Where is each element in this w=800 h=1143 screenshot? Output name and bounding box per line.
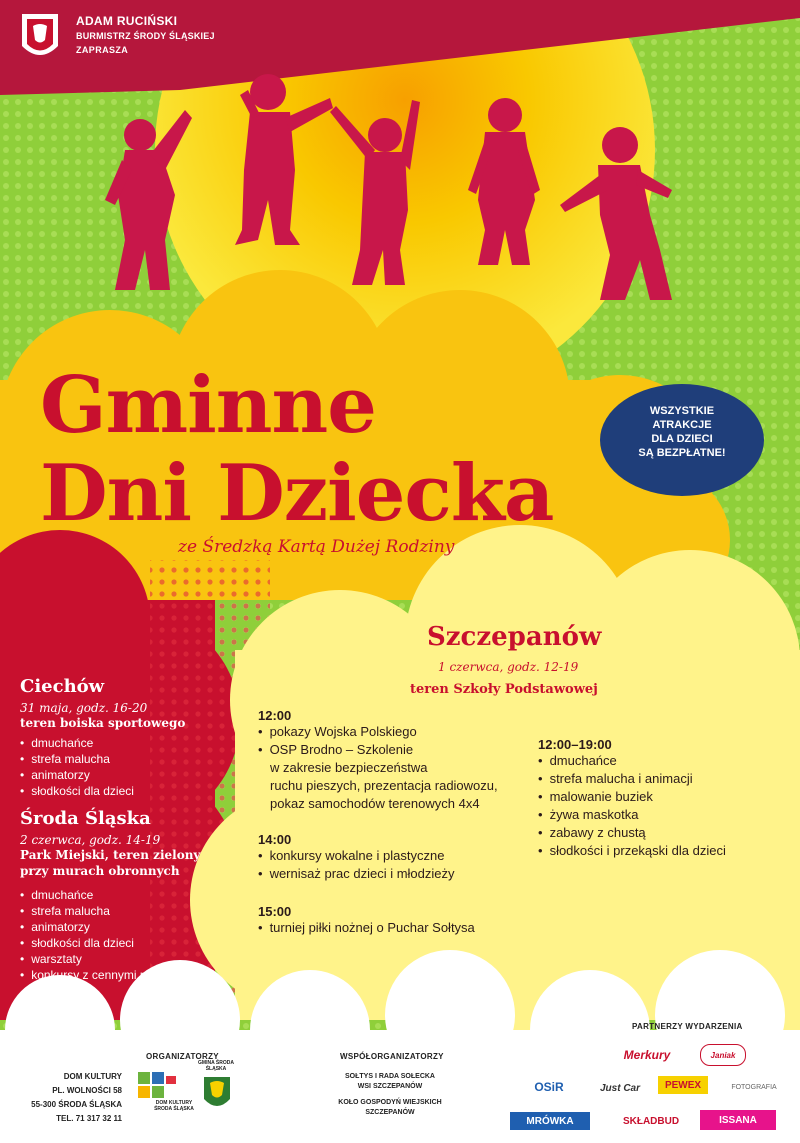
list-item-cont: w zakresie bezpieczeństwa xyxy=(270,760,428,775)
block-list xyxy=(258,847,528,883)
block-list xyxy=(258,723,528,813)
badge-line: ATRAKCJE xyxy=(652,419,712,431)
coorg-line: SZCZEPANÓW xyxy=(365,1109,415,1116)
schedule-block-1 xyxy=(258,708,528,813)
list-item: • słodkości dla dzieci xyxy=(20,935,230,951)
sroda-section xyxy=(20,808,230,983)
badge-line: WSZYSTKIE xyxy=(649,405,715,417)
title-line-1: Gminne xyxy=(40,360,376,451)
partners-label: PARTNERZY WYDARZENIA xyxy=(632,1022,743,1031)
list-item: • wernisaż prac dzieci i młodzieży xyxy=(258,865,528,883)
block-time: 12:00 xyxy=(258,708,292,723)
coorg-line: WSI SZCZEPANÓW xyxy=(357,1083,423,1090)
list-item: • pokazy Wojska Polskiego xyxy=(258,723,528,741)
schedule-block-2 xyxy=(258,832,528,883)
ciechow-town: Ciechów xyxy=(20,676,105,697)
address-line: DOM KULTURY xyxy=(63,1072,122,1081)
list-item-cont: pokaz samochodów terenowych 4x4 xyxy=(270,796,480,811)
szczepanow-town: Szczepanów xyxy=(427,622,602,652)
list-item: • animatorzy xyxy=(20,919,230,935)
partner-logo-osir: OSiR xyxy=(534,1080,564,1094)
title-line-2: Dni Dziecka xyxy=(40,448,554,539)
list-item: • animatorzy xyxy=(20,767,220,783)
list-item: • OSP Brodno – Szkolenie xyxy=(258,741,528,759)
free-attractions-badge xyxy=(610,404,754,460)
mayor-invites: ZAPRASZA xyxy=(76,45,129,55)
list-item: • konkursy wokalne i plastyczne xyxy=(258,847,528,865)
partner-logo-justcar: Just Car xyxy=(599,1082,640,1094)
list-item: • słodkości dla dzieci xyxy=(20,783,220,799)
mayor-name: ADAM RUCIŃSKI xyxy=(76,14,178,28)
list-item: • żywa maskotka xyxy=(538,806,788,824)
badge-line: DLA DZIECI xyxy=(651,433,713,445)
block-list xyxy=(538,752,788,860)
ciechow-list xyxy=(20,735,220,799)
list-item: • zabawy z chustą xyxy=(538,824,788,842)
partner-logo-skladbud: SKŁADBUD xyxy=(622,1115,680,1127)
badge-line: SĄ BEZPŁATNE! xyxy=(638,447,726,459)
sroda-date: 2 czerwca, godz. 14-19 xyxy=(20,833,161,847)
ciechow-date: 31 maja, godz. 16-20 xyxy=(20,701,148,715)
list-item: • strefa malucha xyxy=(20,903,230,919)
event-subtitle: ze Średzką Kartą Dużej Rodziny xyxy=(178,537,455,557)
sroda-list xyxy=(20,887,230,983)
block-time: 14:00 xyxy=(258,832,292,847)
partner-logo-issana: ISSANA xyxy=(700,1110,776,1130)
partner-logo-merkury: Merkury xyxy=(623,1048,671,1062)
block-time: 12:00–19:00 xyxy=(538,737,612,752)
gmina-crest-icon xyxy=(202,1075,232,1113)
list-item: • dmuchańce xyxy=(20,887,230,903)
list-item: • strefa malucha xyxy=(20,751,220,767)
sroda-venue-1: Park Miejski, teren zielony xyxy=(20,848,201,862)
partner-logo-mrowka: MRÓWKA xyxy=(510,1112,590,1130)
partner-logo-fotografia: FOTOGRAFIA xyxy=(731,1083,777,1091)
coorganizers-label: WSPÓŁORGANIZATORZY xyxy=(340,1052,444,1061)
sroda-town: Środa Śląska xyxy=(20,808,151,829)
partner-logo-janiak: Janiak xyxy=(700,1044,746,1066)
schedule-block-4 xyxy=(538,737,788,860)
dom-kultury-address xyxy=(20,1070,122,1126)
partner-logo-pewex: PEWEX xyxy=(658,1076,708,1094)
coorganizer-2 xyxy=(330,1098,450,1118)
szczepanow-venue: teren Szkoły Podstawowej xyxy=(410,682,598,697)
coorg-line: KOŁO GOSPODYŃ WIEJSKICH xyxy=(338,1099,442,1106)
address-line: 55-300 ŚRODA ŚLĄSKA xyxy=(31,1100,122,1109)
dk-logo-text: DOM KULTURY ŚRODA ŚLĄSKA xyxy=(154,1100,194,1112)
ciechow-venue: teren boiska sportowego xyxy=(20,716,186,730)
list-item: • warsztaty xyxy=(20,951,230,967)
list-item-cont: ruchu pieszych, prezentacja radiowozu, xyxy=(270,778,498,793)
organizers-label: ORGANIZATORZY xyxy=(146,1052,219,1061)
coorg-line: SOŁTYS I RADA SOŁECKA xyxy=(345,1073,435,1080)
list-item: • dmuchańce xyxy=(538,752,788,770)
ciechow-section xyxy=(20,676,220,799)
block-time: 15:00 xyxy=(258,904,292,919)
schedule-block-3 xyxy=(258,904,528,937)
list-item: • dmuchańce xyxy=(20,735,220,751)
sroda-venue-2: przy murach obronnych xyxy=(20,864,180,878)
list-item: • turniej piłki nożnej o Puchar Sołtysa xyxy=(258,919,528,937)
block-list xyxy=(258,919,528,937)
list-item: • malowanie buziek xyxy=(538,788,788,806)
coorganizer-1 xyxy=(330,1072,450,1092)
mayor-role: BURMISTRZ ŚRODY ŚLĄSKIEJ xyxy=(76,31,215,41)
address-line: PL. WOLNOŚCI 58 xyxy=(52,1086,122,1095)
gmina-logo-text: GMINA ŚRODA ŚLĄSKA xyxy=(198,1060,234,1072)
address-line: TEL. 71 317 32 11 xyxy=(56,1114,122,1123)
szczepanow-date: 1 czerwca, godz. 12-19 xyxy=(438,660,579,674)
list-item: • słodkości i przekąski dla dzieci xyxy=(538,842,788,860)
event-title xyxy=(40,362,553,538)
list-item: • konkursy z cennymi nagrodami xyxy=(20,967,230,983)
list-item: • strefa malucha i animacji xyxy=(538,770,788,788)
